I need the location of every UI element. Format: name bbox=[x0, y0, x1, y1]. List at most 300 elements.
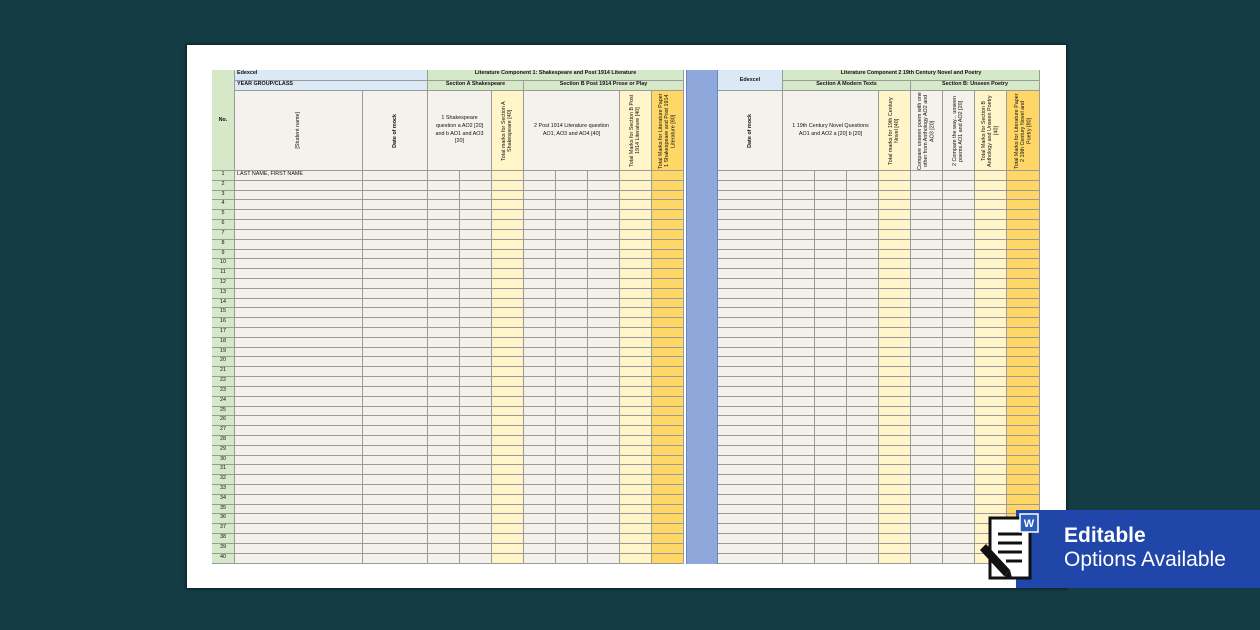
mark-cell[interactable] bbox=[428, 269, 460, 279]
right-mark-cell[interactable] bbox=[1007, 318, 1040, 328]
right-mark-cell[interactable] bbox=[943, 377, 975, 387]
right-mark-cell[interactable] bbox=[911, 475, 943, 485]
mark-cell[interactable] bbox=[652, 220, 684, 230]
right-mark-cell[interactable] bbox=[815, 259, 847, 269]
right-mark-cell[interactable] bbox=[911, 456, 943, 466]
mark-cell[interactable] bbox=[492, 387, 524, 397]
mark-cell[interactable] bbox=[460, 377, 492, 387]
mark-cell[interactable] bbox=[460, 407, 492, 417]
mark-cell[interactable] bbox=[652, 475, 684, 485]
right-mark-cell[interactable] bbox=[911, 416, 943, 426]
right-date-cell[interactable] bbox=[718, 210, 783, 220]
mark-cell[interactable] bbox=[524, 220, 556, 230]
right-mark-cell[interactable] bbox=[879, 299, 911, 309]
mark-cell[interactable] bbox=[620, 505, 652, 515]
right-date-cell[interactable] bbox=[718, 318, 783, 328]
right-mark-cell[interactable] bbox=[911, 465, 943, 475]
mark-cell[interactable] bbox=[460, 299, 492, 309]
mark-cell[interactable] bbox=[620, 416, 652, 426]
right-date-cell[interactable] bbox=[718, 191, 783, 201]
mark-cell[interactable] bbox=[588, 279, 620, 289]
mark-cell[interactable] bbox=[460, 416, 492, 426]
right-mark-cell[interactable] bbox=[879, 181, 911, 191]
right-date-cell[interactable] bbox=[718, 348, 783, 358]
right-mark-cell[interactable] bbox=[847, 299, 879, 309]
right-mark-cell[interactable] bbox=[1007, 416, 1040, 426]
mark-cell[interactable] bbox=[620, 514, 652, 524]
mark-cell[interactable] bbox=[524, 240, 556, 250]
mark-cell[interactable] bbox=[620, 456, 652, 466]
mark-cell[interactable] bbox=[492, 456, 524, 466]
right-mark-cell[interactable] bbox=[943, 446, 975, 456]
mark-cell[interactable] bbox=[556, 505, 588, 515]
right-mark-cell[interactable] bbox=[975, 465, 1007, 475]
right-date-cell[interactable] bbox=[718, 505, 783, 515]
student-name-cell[interactable] bbox=[235, 338, 363, 348]
mark-cell[interactable] bbox=[620, 367, 652, 377]
student-name-cell[interactable] bbox=[235, 318, 363, 328]
mark-cell[interactable] bbox=[652, 554, 684, 564]
right-mark-cell[interactable] bbox=[911, 240, 943, 250]
mark-cell[interactable] bbox=[588, 416, 620, 426]
right-mark-cell[interactable] bbox=[1007, 338, 1040, 348]
mark-cell[interactable] bbox=[460, 544, 492, 554]
student-name-cell[interactable] bbox=[235, 416, 363, 426]
right-date-cell[interactable] bbox=[718, 299, 783, 309]
right-mark-cell[interactable] bbox=[783, 171, 815, 181]
right-mark-cell[interactable] bbox=[879, 357, 911, 367]
right-mark-cell[interactable] bbox=[783, 318, 815, 328]
right-mark-cell[interactable] bbox=[975, 348, 1007, 358]
mark-cell[interactable] bbox=[620, 299, 652, 309]
mark-cell[interactable] bbox=[524, 426, 556, 436]
right-mark-cell[interactable] bbox=[975, 289, 1007, 299]
right-mark-cell[interactable] bbox=[847, 269, 879, 279]
mark-cell[interactable] bbox=[524, 475, 556, 485]
mark-cell[interactable] bbox=[556, 259, 588, 269]
right-mark-cell[interactable] bbox=[879, 200, 911, 210]
mark-cell[interactable] bbox=[524, 367, 556, 377]
mark-cell[interactable] bbox=[492, 377, 524, 387]
right-mark-cell[interactable] bbox=[879, 426, 911, 436]
right-mark-cell[interactable] bbox=[975, 259, 1007, 269]
right-mark-cell[interactable] bbox=[815, 465, 847, 475]
mark-cell[interactable] bbox=[524, 485, 556, 495]
right-mark-cell[interactable] bbox=[943, 259, 975, 269]
mark-cell[interactable] bbox=[524, 446, 556, 456]
student-name-cell[interactable] bbox=[235, 377, 363, 387]
right-date-cell[interactable] bbox=[718, 514, 783, 524]
mark-cell[interactable] bbox=[363, 308, 428, 318]
mark-cell[interactable] bbox=[556, 426, 588, 436]
right-mark-cell[interactable] bbox=[815, 534, 847, 544]
right-date-cell[interactable] bbox=[718, 416, 783, 426]
right-mark-cell[interactable] bbox=[815, 426, 847, 436]
student-name-cell[interactable] bbox=[235, 495, 363, 505]
mark-cell[interactable] bbox=[524, 465, 556, 475]
student-name-cell[interactable] bbox=[235, 240, 363, 250]
mark-cell[interactable] bbox=[363, 514, 428, 524]
mark-cell[interactable] bbox=[556, 485, 588, 495]
mark-cell[interactable] bbox=[460, 367, 492, 377]
mark-cell[interactable] bbox=[492, 465, 524, 475]
right-mark-cell[interactable] bbox=[943, 514, 975, 524]
right-mark-cell[interactable] bbox=[783, 514, 815, 524]
mark-cell[interactable] bbox=[363, 495, 428, 505]
mark-cell[interactable] bbox=[620, 397, 652, 407]
mark-cell[interactable] bbox=[492, 524, 524, 534]
mark-cell[interactable] bbox=[556, 456, 588, 466]
mark-cell[interactable] bbox=[588, 377, 620, 387]
mark-cell[interactable] bbox=[652, 377, 684, 387]
mark-cell[interactable] bbox=[588, 456, 620, 466]
mark-cell[interactable] bbox=[492, 259, 524, 269]
mark-cell[interactable] bbox=[652, 495, 684, 505]
mark-cell[interactable] bbox=[588, 230, 620, 240]
right-mark-cell[interactable] bbox=[847, 367, 879, 377]
right-mark-cell[interactable] bbox=[1007, 308, 1040, 318]
mark-cell[interactable] bbox=[363, 357, 428, 367]
right-date-cell[interactable] bbox=[718, 387, 783, 397]
right-mark-cell[interactable] bbox=[975, 397, 1007, 407]
right-mark-cell[interactable] bbox=[975, 426, 1007, 436]
right-mark-cell[interactable] bbox=[847, 426, 879, 436]
right-date-cell[interactable] bbox=[718, 279, 783, 289]
right-mark-cell[interactable] bbox=[1007, 446, 1040, 456]
mark-cell[interactable] bbox=[524, 259, 556, 269]
mark-cell[interactable] bbox=[652, 181, 684, 191]
mark-cell[interactable] bbox=[620, 308, 652, 318]
mark-cell[interactable] bbox=[363, 446, 428, 456]
mark-cell[interactable] bbox=[620, 495, 652, 505]
right-mark-cell[interactable] bbox=[1007, 250, 1040, 260]
right-mark-cell[interactable] bbox=[847, 475, 879, 485]
mark-cell[interactable] bbox=[492, 328, 524, 338]
mark-cell[interactable] bbox=[524, 289, 556, 299]
right-mark-cell[interactable] bbox=[1007, 269, 1040, 279]
mark-cell[interactable] bbox=[620, 230, 652, 240]
right-mark-cell[interactable] bbox=[943, 318, 975, 328]
student-name-cell[interactable] bbox=[235, 446, 363, 456]
mark-cell[interactable] bbox=[460, 328, 492, 338]
mark-cell[interactable] bbox=[428, 397, 460, 407]
right-mark-cell[interactable] bbox=[783, 348, 815, 358]
mark-cell[interactable] bbox=[428, 259, 460, 269]
mark-cell[interactable] bbox=[460, 289, 492, 299]
right-mark-cell[interactable] bbox=[783, 230, 815, 240]
right-mark-cell[interactable] bbox=[879, 250, 911, 260]
right-mark-cell[interactable] bbox=[847, 397, 879, 407]
mark-cell[interactable] bbox=[588, 514, 620, 524]
mark-cell[interactable] bbox=[620, 357, 652, 367]
right-date-cell[interactable] bbox=[718, 524, 783, 534]
right-mark-cell[interactable] bbox=[879, 367, 911, 377]
right-mark-cell[interactable] bbox=[847, 308, 879, 318]
right-mark-cell[interactable] bbox=[911, 220, 943, 230]
mark-cell[interactable] bbox=[524, 279, 556, 289]
right-mark-cell[interactable] bbox=[783, 475, 815, 485]
right-mark-cell[interactable] bbox=[815, 269, 847, 279]
right-mark-cell[interactable] bbox=[911, 308, 943, 318]
mark-cell[interactable] bbox=[556, 524, 588, 534]
right-mark-cell[interactable] bbox=[847, 514, 879, 524]
right-mark-cell[interactable] bbox=[879, 269, 911, 279]
mark-cell[interactable] bbox=[428, 426, 460, 436]
right-mark-cell[interactable] bbox=[815, 200, 847, 210]
right-mark-cell[interactable] bbox=[879, 328, 911, 338]
mark-cell[interactable] bbox=[556, 475, 588, 485]
mark-cell[interactable] bbox=[652, 387, 684, 397]
right-mark-cell[interactable] bbox=[1007, 230, 1040, 240]
student-name-cell[interactable] bbox=[235, 279, 363, 289]
mark-cell[interactable] bbox=[363, 485, 428, 495]
right-mark-cell[interactable] bbox=[943, 308, 975, 318]
student-name-cell[interactable] bbox=[235, 250, 363, 260]
mark-cell[interactable] bbox=[588, 240, 620, 250]
right-mark-cell[interactable] bbox=[847, 289, 879, 299]
mark-cell[interactable] bbox=[620, 191, 652, 201]
right-mark-cell[interactable] bbox=[879, 348, 911, 358]
mark-cell[interactable] bbox=[652, 308, 684, 318]
right-date-cell[interactable] bbox=[718, 407, 783, 417]
right-mark-cell[interactable] bbox=[911, 181, 943, 191]
right-mark-cell[interactable] bbox=[943, 250, 975, 260]
mark-cell[interactable] bbox=[652, 397, 684, 407]
right-mark-cell[interactable] bbox=[815, 328, 847, 338]
mark-cell[interactable] bbox=[492, 299, 524, 309]
mark-cell[interactable] bbox=[428, 475, 460, 485]
right-mark-cell[interactable] bbox=[815, 446, 847, 456]
right-mark-cell[interactable] bbox=[943, 554, 975, 564]
right-mark-cell[interactable] bbox=[815, 181, 847, 191]
right-mark-cell[interactable] bbox=[879, 191, 911, 201]
right-mark-cell[interactable] bbox=[783, 416, 815, 426]
mark-cell[interactable] bbox=[556, 289, 588, 299]
right-mark-cell[interactable] bbox=[943, 289, 975, 299]
mark-cell[interactable] bbox=[460, 426, 492, 436]
mark-cell[interactable] bbox=[524, 250, 556, 260]
mark-cell[interactable] bbox=[492, 289, 524, 299]
mark-cell[interactable] bbox=[460, 230, 492, 240]
right-mark-cell[interactable] bbox=[943, 397, 975, 407]
mark-cell[interactable] bbox=[588, 171, 620, 181]
mark-cell[interactable] bbox=[588, 505, 620, 515]
right-mark-cell[interactable] bbox=[975, 269, 1007, 279]
right-mark-cell[interactable] bbox=[815, 279, 847, 289]
right-mark-cell[interactable] bbox=[847, 318, 879, 328]
student-name-cell[interactable] bbox=[235, 230, 363, 240]
right-mark-cell[interactable] bbox=[847, 465, 879, 475]
right-mark-cell[interactable] bbox=[847, 279, 879, 289]
right-mark-cell[interactable] bbox=[943, 475, 975, 485]
mark-cell[interactable] bbox=[556, 318, 588, 328]
right-mark-cell[interactable] bbox=[879, 397, 911, 407]
mark-cell[interactable] bbox=[652, 446, 684, 456]
mark-cell[interactable] bbox=[363, 544, 428, 554]
right-mark-cell[interactable] bbox=[783, 456, 815, 466]
right-mark-cell[interactable] bbox=[1007, 289, 1040, 299]
right-mark-cell[interactable] bbox=[815, 191, 847, 201]
student-name-cell[interactable] bbox=[235, 465, 363, 475]
right-mark-cell[interactable] bbox=[847, 200, 879, 210]
student-name-cell[interactable] bbox=[235, 436, 363, 446]
right-mark-cell[interactable] bbox=[943, 436, 975, 446]
right-mark-cell[interactable] bbox=[911, 200, 943, 210]
mark-cell[interactable] bbox=[363, 289, 428, 299]
right-mark-cell[interactable] bbox=[783, 465, 815, 475]
mark-cell[interactable] bbox=[428, 308, 460, 318]
mark-cell[interactable] bbox=[652, 544, 684, 554]
right-mark-cell[interactable] bbox=[847, 348, 879, 358]
mark-cell[interactable] bbox=[428, 514, 460, 524]
mark-cell[interactable] bbox=[620, 240, 652, 250]
right-mark-cell[interactable] bbox=[943, 407, 975, 417]
mark-cell[interactable] bbox=[652, 416, 684, 426]
mark-cell[interactable] bbox=[428, 230, 460, 240]
mark-cell[interactable] bbox=[460, 348, 492, 358]
right-mark-cell[interactable] bbox=[783, 240, 815, 250]
right-mark-cell[interactable] bbox=[975, 495, 1007, 505]
right-mark-cell[interactable] bbox=[879, 436, 911, 446]
mark-cell[interactable] bbox=[652, 289, 684, 299]
right-mark-cell[interactable] bbox=[911, 318, 943, 328]
right-mark-cell[interactable] bbox=[1007, 299, 1040, 309]
right-mark-cell[interactable] bbox=[1007, 200, 1040, 210]
mark-cell[interactable] bbox=[363, 387, 428, 397]
right-mark-cell[interactable] bbox=[815, 289, 847, 299]
right-date-cell[interactable] bbox=[718, 367, 783, 377]
right-mark-cell[interactable] bbox=[847, 485, 879, 495]
mark-cell[interactable] bbox=[556, 338, 588, 348]
mark-cell[interactable] bbox=[556, 279, 588, 289]
right-mark-cell[interactable] bbox=[815, 416, 847, 426]
right-mark-cell[interactable] bbox=[975, 171, 1007, 181]
right-mark-cell[interactable] bbox=[783, 426, 815, 436]
right-mark-cell[interactable] bbox=[847, 524, 879, 534]
mark-cell[interactable] bbox=[556, 416, 588, 426]
right-mark-cell[interactable] bbox=[943, 210, 975, 220]
right-date-cell[interactable] bbox=[718, 475, 783, 485]
right-mark-cell[interactable] bbox=[783, 289, 815, 299]
right-mark-cell[interactable] bbox=[783, 181, 815, 191]
mark-cell[interactable] bbox=[556, 328, 588, 338]
right-mark-cell[interactable] bbox=[911, 485, 943, 495]
mark-cell[interactable] bbox=[588, 465, 620, 475]
mark-cell[interactable] bbox=[588, 191, 620, 201]
mark-cell[interactable] bbox=[460, 318, 492, 328]
right-mark-cell[interactable] bbox=[943, 495, 975, 505]
right-mark-cell[interactable] bbox=[783, 269, 815, 279]
mark-cell[interactable] bbox=[428, 465, 460, 475]
right-mark-cell[interactable] bbox=[783, 308, 815, 318]
right-mark-cell[interactable] bbox=[879, 514, 911, 524]
mark-cell[interactable] bbox=[460, 397, 492, 407]
mark-cell[interactable] bbox=[588, 436, 620, 446]
mark-cell[interactable] bbox=[524, 407, 556, 417]
mark-cell[interactable] bbox=[428, 416, 460, 426]
mark-cell[interactable] bbox=[492, 436, 524, 446]
right-mark-cell[interactable] bbox=[1007, 397, 1040, 407]
mark-cell[interactable] bbox=[556, 397, 588, 407]
mark-cell[interactable] bbox=[428, 318, 460, 328]
right-mark-cell[interactable] bbox=[975, 357, 1007, 367]
right-mark-cell[interactable] bbox=[1007, 436, 1040, 446]
right-mark-cell[interactable] bbox=[847, 240, 879, 250]
right-mark-cell[interactable] bbox=[911, 259, 943, 269]
mark-cell[interactable] bbox=[363, 377, 428, 387]
right-mark-cell[interactable] bbox=[879, 554, 911, 564]
right-mark-cell[interactable] bbox=[847, 220, 879, 230]
right-mark-cell[interactable] bbox=[847, 181, 879, 191]
right-date-cell[interactable] bbox=[718, 456, 783, 466]
mark-cell[interactable] bbox=[588, 348, 620, 358]
right-mark-cell[interactable] bbox=[783, 534, 815, 544]
right-date-cell[interactable] bbox=[718, 250, 783, 260]
mark-cell[interactable] bbox=[588, 289, 620, 299]
mark-cell[interactable] bbox=[428, 524, 460, 534]
right-mark-cell[interactable] bbox=[911, 289, 943, 299]
right-mark-cell[interactable] bbox=[943, 299, 975, 309]
mark-cell[interactable] bbox=[524, 495, 556, 505]
mark-cell[interactable] bbox=[428, 279, 460, 289]
mark-cell[interactable] bbox=[460, 250, 492, 260]
mark-cell[interactable] bbox=[428, 505, 460, 515]
right-mark-cell[interactable] bbox=[847, 377, 879, 387]
right-date-cell[interactable] bbox=[718, 171, 783, 181]
right-mark-cell[interactable] bbox=[975, 318, 1007, 328]
mark-cell[interactable] bbox=[588, 259, 620, 269]
mark-cell[interactable] bbox=[428, 210, 460, 220]
right-mark-cell[interactable] bbox=[783, 505, 815, 515]
mark-cell[interactable] bbox=[460, 269, 492, 279]
mark-cell[interactable] bbox=[492, 485, 524, 495]
right-mark-cell[interactable] bbox=[847, 338, 879, 348]
mark-cell[interactable] bbox=[428, 338, 460, 348]
right-mark-cell[interactable] bbox=[879, 416, 911, 426]
mark-cell[interactable] bbox=[652, 191, 684, 201]
mark-cell[interactable] bbox=[588, 387, 620, 397]
student-name-cell[interactable] bbox=[235, 456, 363, 466]
right-mark-cell[interactable] bbox=[943, 181, 975, 191]
right-mark-cell[interactable] bbox=[815, 240, 847, 250]
right-mark-cell[interactable] bbox=[911, 191, 943, 201]
mark-cell[interactable] bbox=[556, 534, 588, 544]
mark-cell[interactable] bbox=[652, 524, 684, 534]
right-mark-cell[interactable] bbox=[847, 534, 879, 544]
mark-cell[interactable] bbox=[620, 269, 652, 279]
mark-cell[interactable] bbox=[556, 299, 588, 309]
mark-cell[interactable] bbox=[363, 456, 428, 466]
right-mark-cell[interactable] bbox=[943, 426, 975, 436]
mark-cell[interactable] bbox=[363, 475, 428, 485]
right-mark-cell[interactable] bbox=[847, 436, 879, 446]
mark-cell[interactable] bbox=[556, 495, 588, 505]
mark-cell[interactable] bbox=[588, 446, 620, 456]
right-mark-cell[interactable] bbox=[879, 544, 911, 554]
mark-cell[interactable] bbox=[556, 554, 588, 564]
mark-cell[interactable] bbox=[428, 436, 460, 446]
mark-cell[interactable] bbox=[620, 485, 652, 495]
mark-cell[interactable] bbox=[428, 289, 460, 299]
mark-cell[interactable] bbox=[363, 407, 428, 417]
mark-cell[interactable] bbox=[460, 446, 492, 456]
mark-cell[interactable] bbox=[363, 210, 428, 220]
right-mark-cell[interactable] bbox=[943, 171, 975, 181]
right-mark-cell[interactable] bbox=[847, 416, 879, 426]
mark-cell[interactable] bbox=[652, 338, 684, 348]
mark-cell[interactable] bbox=[524, 436, 556, 446]
mark-cell[interactable] bbox=[620, 554, 652, 564]
